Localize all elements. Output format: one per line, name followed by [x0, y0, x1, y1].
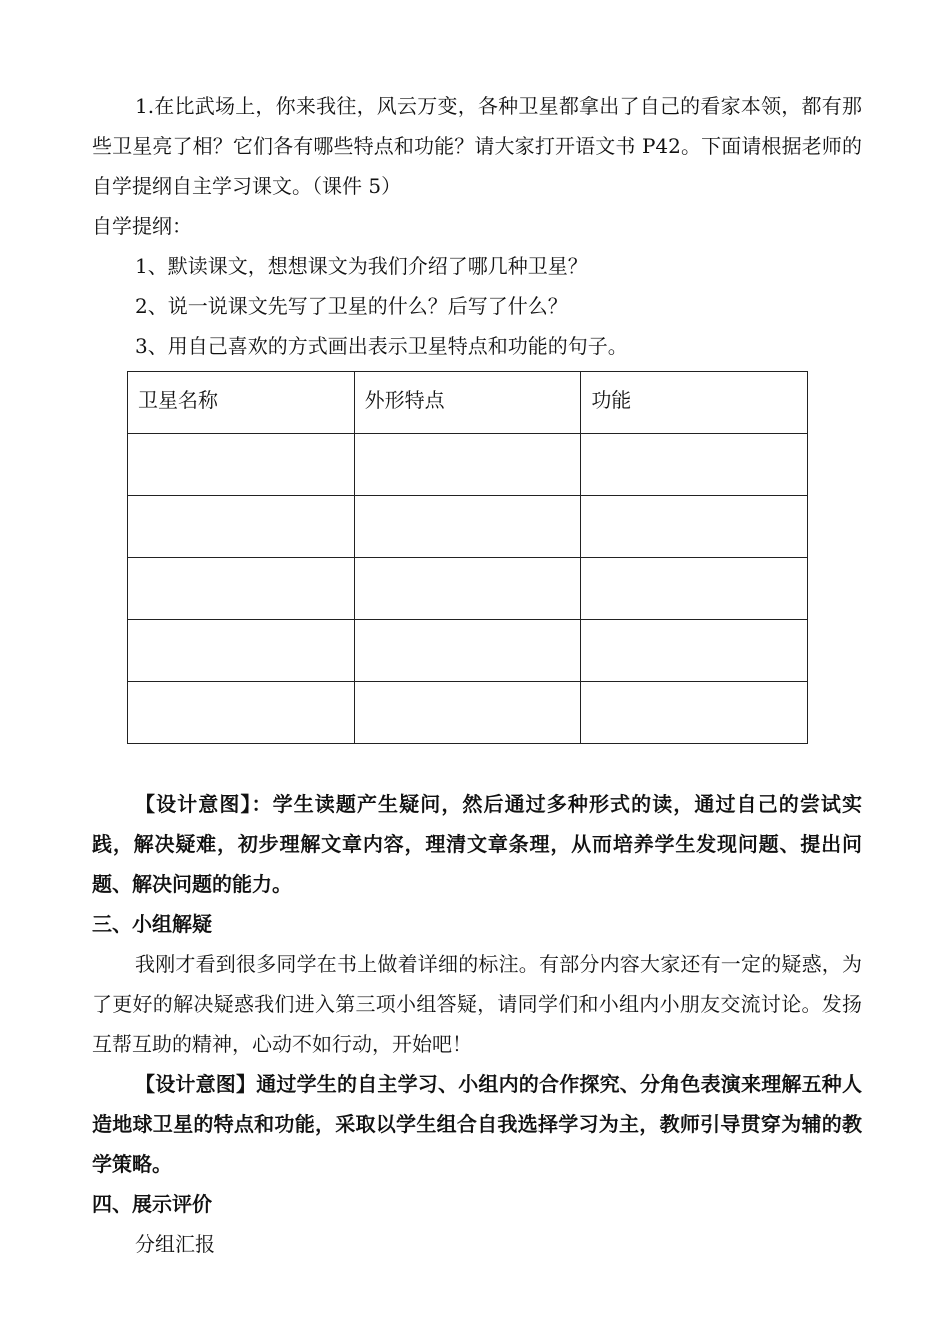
document-body — [92, 86, 862, 366]
table-cell — [581, 496, 808, 558]
section-four-paragraph: 分组汇报 — [135, 1232, 215, 1256]
table-cell — [354, 682, 581, 744]
table-cell — [128, 496, 355, 558]
header-satellite-name: 卫星名称 — [128, 372, 355, 434]
table-row — [128, 558, 808, 620]
lower-section — [92, 784, 862, 1264]
table-row — [128, 434, 808, 496]
section-three-heading: 三、小组解疑 — [92, 912, 212, 936]
table-cell — [128, 434, 355, 496]
table-cell — [128, 558, 355, 620]
table-cell — [128, 620, 355, 682]
header-function: 功能 — [581, 372, 808, 434]
outline-title: 自学提纲： — [92, 214, 192, 238]
section-four-heading: 四、展示评价 — [92, 1192, 212, 1216]
table-header-row — [128, 372, 808, 434]
table-cell — [581, 620, 808, 682]
table-cell — [354, 434, 581, 496]
table-row — [128, 682, 808, 744]
header-appearance: 外形特点 — [354, 372, 581, 434]
table-cell — [581, 558, 808, 620]
outline-item-2: 2、说一说课文先写了卫星的什么？后写了什么？ — [135, 294, 568, 318]
section-three-paragraph: 我刚才看到很多同学在书上做着详细的标注。有部分内容大家还有一定的疑惑，为了更好的解决疑惑我们进入第三项小组答疑，请同学们和小组内小朋友交流讨论。发扬互帮互助的精神，心动不如行动，开始吧！ — [92, 952, 862, 1056]
satellite-table — [127, 371, 808, 744]
table-row — [128, 496, 808, 558]
table-cell — [354, 620, 581, 682]
table-cell — [128, 682, 355, 744]
table-row — [128, 620, 808, 682]
table-cell — [581, 682, 808, 744]
design-intent-1: 【设计意图】：学生读题产生疑问，然后通过多种形式的读，通过自己的尝试实践，解决疑难，初步理解文章内容，理清文章条理，从而培养学生发现问题、提出问题、解决问题的能力。 — [92, 792, 862, 896]
outline-item-1: 1、默读课文，想想课文为我们介绍了哪几种卫星？ — [135, 254, 588, 278]
outline-item-3: 3、用自己喜欢的方式画出表示卫星特点和功能的句子。 — [135, 334, 628, 358]
table-cell — [581, 434, 808, 496]
design-intent-2: 【设计意图】通过学生的自主学习、小组内的合作探究、分角色表演来理解五种人造地球卫星的特点和功能，采取以学生组合自我选择学习为主，教师引导贯穿为辅的教学策略。 — [92, 1072, 862, 1176]
intro-paragraph: 1.在比武场上，你来我往，风云万变，各种卫星都拿出了自己的看家本领，都有那些卫星亮了相？它们各有哪些特点和功能？请大家打开语文书 P42。下面请根据老师的自学提纲自主学习课文。（课件 5） — [92, 94, 862, 198]
table-cell — [354, 496, 581, 558]
table-cell — [354, 558, 581, 620]
